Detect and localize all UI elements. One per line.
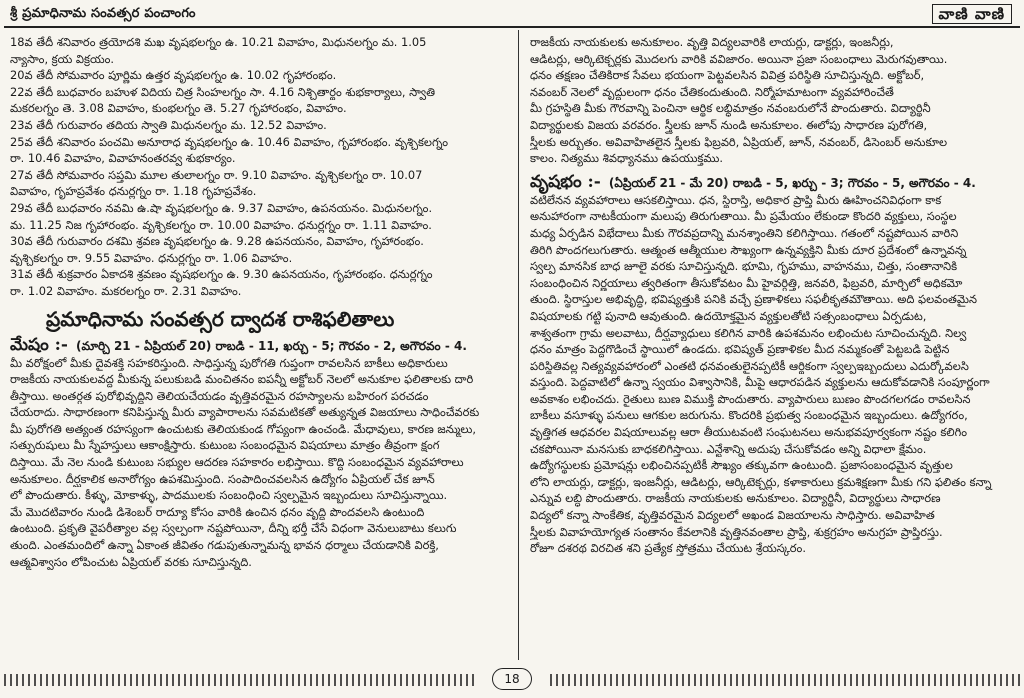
page-footer [4, 668, 1020, 692]
text-line: వటిలేనన వ్యవహారాలు ఆసకలిస్తాయి. ధన, స్థిరాస్తి, అధికార ప్రాప్తి మీరు ఊహించనివిధంగా కాక [530, 192, 942, 207]
text-line: లో పొందుతారు. కీళ్ళు, మోకాళ్ళు, పాదములకు సంబంధించి స్వల్పమైన ఇబ్బందులు సూచిస్తున్నాయి. [10, 488, 448, 503]
column-divider [518, 30, 519, 660]
footer-ornament-right [550, 674, 1020, 686]
text-line: నవంబర్ నెలలో వృద్ధులంగా ధనం చేతికందుతుంది. నిర్మోహమాటంగా వ్యవహారించేతే [530, 84, 894, 99]
text-line: పరిస్థితివల్ల నిత్యవ్యవహారంలో ఎంతటి ధనవంతులైనప్పటికీ ఆర్థికంగా స్వల్పఇబ్బందులు ఎదుర్కోవలసి [530, 358, 969, 373]
muhurtham-line: మకరలగ్నం తె. 3.08 వివాహం, కుంభలగ్నం తె. 5.27 గృహారంభం, వివాహం. [10, 101, 347, 116]
text-line: ఆడిటర్లు, ఆర్కిటెక్చర్లకు మొదలగు వారికి వవిజారం. అయినా ప్రజా సంబంధాలు మెరుగవుతాయి. [530, 51, 948, 66]
page-number: 18 [492, 668, 532, 690]
text-line: మధ్య ఏర్పడిన విభేదాలు మీకు గౌరవప్రదాన్ని మనశ్శాంతిని కలిగిస్తాయి. గతంలో నష్టపోయిన వారిని [530, 225, 959, 240]
text-line: స్త్రీలకు అర్భుతం. అవివాహితలైన స్త్రీలకు ఫిబ్రవరి, ఏప్రియల్, జూన్, నవంబర్, డిసెంబర్ అనుకూల [530, 134, 948, 149]
text-line: సంబంధించిన నిర్ణయాలు త్వరితంగా తీసుకోవటం మీ హైవర్గిత్తి, జనవరి, ఫిబ్రవరి, మార్చిలో అధికమో [530, 275, 963, 290]
vrushabham-predictions [530, 192, 1014, 557]
muhurtham-line: మ. 11.25 నిజ గృహారంభం. వృశ్చికలగ్నం రా. 10.00 వివాహం. ధనుర్లగ్నం రా. 1.11 వివాహం. [10, 217, 432, 232]
text-line: తుంది. ఎంతమందిలో ఉన్నా ఏకాంత జీవితం గడుపుతున్నామన్న భావన ధర్మాలు చేయడానికి విరక్తి, [10, 538, 439, 553]
muhurtham-line: 29వ తేదీ బుధవారం నవమి ఉ.షా వృషభలగ్నం ఉ. 9.37 వివాహం, ఉపనయనం. మిధునలగ్నం. [10, 200, 433, 215]
muhurtham-line: వృశ్చికలగ్నం రా. 9.55 వివాహం. ధనుర్లగ్నం రా. 1.06 వివాహం. [10, 250, 293, 265]
muhurtham-line: 31వ తేదీ శుక్రవారం ఏకాదశి శ్రవణం వృషభలగ్నం ఉ. 9.30 ఉపనయనం, గృహారంభం. ధనుర్లగ్నం [10, 267, 433, 282]
text-line: స్త్రీలకు వివాహయోగ్యత సంతానం కేవలానికి వృత్తినవంతాల ప్రాప్తి, శుక్రగ్రహం అనుగ్రహ ప్రాప్తిరస్తు. [530, 524, 943, 539]
mesham-continued [530, 34, 1014, 167]
header-title: శ్రీ ప్రమాధినామ సంవత్సర పంచాంగం [10, 6, 196, 21]
text-line: మీ పురోగతి అత్యంత రహస్యంగా ఉంచుటకు తెలియకుండ గోప్యంగా ఉంచండి. మేధావులు, కారణ జన్ములు, [10, 421, 476, 436]
text-line: మీ వరోక్షంలో మీకు దైవశక్తి సహకరిస్తుంది. సాధిస్తున్న పురోగతి గుప్తంగా రావలసిన బాకీలు అధికారులు [10, 355, 448, 370]
muhurtham-line: రా. 1.02 వివాహం. మకరలగ్నం రా. 2.31 వివాహం. [10, 283, 242, 298]
muhurtham-line: 20వ తేదీ సోమవారం పూర్ణిమ ఉత్తర వృషభలగ్నం ఉ. 10.02 గృహారంభం. [10, 68, 337, 83]
text-line: ఉద్యోగస్థులకు ప్రమోషన్లు లభించినప్పటికీ సౌఖ్యం తక్కువగా ఉంటుంది. ప్రజాసంబంధమైన వృత్తుల [530, 458, 953, 473]
text-line: ఉంటుంది. ప్రకృతి వైపరీత్యాల వల్ల స్వల్పంగా నష్టపోయినా, దీన్ని భర్తీ చేసే విధంగా వెనులుబాటు కలుగు [10, 521, 457, 536]
text-line: కాలం. నిత్యము శివధ్యానము ఉపయుక్తము. [530, 151, 723, 166]
muhurtham-line: రా. 10.46 వివాహం, వివాహనంతరవ్వ శుభకార్యం. [10, 151, 236, 166]
muhurtham-line: 22వ తేదీ బుధవారం బహుళ విదియ చిత్ర సింహలగ్నం సా. 4.16 నిశ్చితార్థం శుభకార్యాలు, స్వాతి [10, 84, 436, 99]
muhurtham-list [10, 34, 510, 300]
sign-name: వృషభం :- [530, 171, 601, 192]
muhurtham-line: 23వ తేదీ గురువారం తదియ స్వాతి మిధునలగ్నం మ. 12.52 వివాహం. [10, 117, 327, 132]
right-column [530, 34, 1014, 662]
text-line: చకపోయినా మనసుకు బాధకలిగిస్తాయి. ఎన్టేశాన్ని అదుపు చేసుకోవడం అన్ని విధాలా క్షేమం. [530, 441, 927, 456]
text-line: దిస్తాయి. మే నెల నుండి కుటుంబ సభ్యుల ఆదరణ సహకారం లభిస్తాయి. కొద్ది సంబంధమైన వ్యవహారాలు [10, 455, 464, 470]
text-line: విద్యార్థులకు విజయ వరవరం. స్త్రీలకు జూన్ నుండి అనుకూలం. ఈలోపు సాధారణ పురోగతి, [530, 117, 928, 132]
text-line: రోజూ దశరథ విరచిత శని ప్రత్యేక స్తోత్రము చేయుట శ్రేయస్కరం. [530, 541, 806, 556]
sign-heading-vrushabham [530, 173, 1014, 192]
text-line: చేయరాదు. సాధారణంగా కనిపిస్తున్న మీరు వ్యాపారాలను సవమటికతో అత్యున్నత విజయాలు సాధించేవరకు [10, 405, 480, 420]
section-heading: ప్రమాధినామ సంవత్సర ద్వాదశ రాశిఫలితాలు [46, 306, 395, 331]
text-line: ధనం మాత్రం పెద్దగొడించే స్థాయిలో ఉండదు. భవిష్యత్ ప్రణాళికల మీద నమ్మకంతో పెట్టబడి పెట్టిన [530, 342, 950, 357]
footer-ornament-left [4, 674, 474, 686]
text-line: మే మొదటివారం నుండి డిశెంబర్ రాద్యూ కోసం వారికి ఉంచిన ధనం వృద్ధి పొందవలసి ఉంటుంది [10, 504, 425, 519]
sign-heading-mesham [10, 336, 510, 355]
text-line: తిరిగి పొందగలుగుతారు. ఆత్మంత ఆత్మీయుల సౌఖ్యంగా ఉన్నవ్యక్తిని మీకు దూర ప్రదేశంలో ఉన్నావన్న [530, 242, 967, 257]
sign-meta: (మార్చి 21 - ఏప్రియల్ 20) రాబడి - 11, ఖర్చు - 5; గౌరవం - 2, అగౌరవం - 4. [75, 338, 467, 353]
text-line: రాజకీయ నాయకులకు అనుకూలం. వృత్తి విద్యలవారికి లాయర్లు, డాక్టర్లు, ఇంజనీర్లు, [530, 35, 894, 49]
text-line: అనుకూలం. దీర్ఘకాలిక అనారోగ్యం ఉపశమిస్తుంది. సంపాదించవలసిన ఉద్యోగం ఏప్రియల్ చేక జూన్ [10, 471, 435, 486]
text-line: లోని లాయర్లు, డాక్టర్లు, ఇంజనీర్లు, ఆడిటర్లు, ఆర్కిటెక్చర్లు, కళాకారులు క్రమశిక్షణగా మీకు గని ఫలితం కన్నా [530, 474, 992, 489]
sign-name: మేషం :- [10, 334, 68, 355]
text-line: రాజకీయ నాయకులవద్ద మీకున్న పలుకుబడి మంచితనం ఐపన్నీ అక్టోబర్ నెలలో అనుకూల ఫలితాలకు దారి [10, 372, 474, 387]
text-line: తీస్తాయి. అంతర్గత పురోభివృద్ధిని తెలియచేయడం వృత్తివరమైన రహస్యాలను బహిరంగ పరచడం [10, 388, 429, 403]
text-line: ధనం తక్షణం చేతికిరాక సేవలు భయంగా పెట్టవలసిన వివిత్ర పరిస్థితి సూచిస్తున్నది. అక్టోబర్, [530, 68, 925, 83]
left-column [10, 34, 510, 662]
text-line: వస్తుంది. పెద్దవాటిలో ఉన్నా స్వయం విశ్వాసానికి, మీపై ఆధారపడిన వ్యక్తులను ఆదుకోవడానికి సంపూర్ణంగా [530, 375, 990, 390]
muhurtham-line: వివాహం, గృహప్రవేశం ధనుర్లగ్నం రా. 1.18 గృహప్రవేశం. [10, 184, 257, 199]
publisher-logo: వాణి వాణి [932, 4, 1012, 24]
muhurtham-line: న్యాసాం, క్రయ విక్రయం. [10, 51, 114, 66]
text-line: తుంది. స్థిరాస్తుల అభివృద్ధి, భవిష్యత్తుకి పనికి వచ్చే ప్రణాళికలు సఫలీకృతమౌతాయి. అది ఫలవంతమైన [530, 292, 977, 307]
muhurtham-line: 27వ తేదీ సోమవారం సప్తమి మూల తులాలగ్నం రా. 9.10 వివాహం. వృశ్చికలగ్నం రా. 10.07 [10, 167, 423, 182]
text-line: అవకాశం లభించదు. రైతులు బుణ విముక్తి పొందుతారు. వ్యాపారులు బుణం పొందగలగడం రావలసిన [530, 391, 971, 406]
text-line: బాకీలు వసూళ్ళు పనులు ఆగకుల జరుగును. కొందరికి ప్రభుత్వ సంబంధమైన ఇబ్బందులు. ఉద్యోగరం, [530, 408, 968, 423]
text-line: ఎన్నువ లబ్ధి పొందుతారు. రాజకీయ నాయకులకు అనుకూలం. విద్యార్థినీ, విద్యార్థులు సాధారణ [530, 491, 941, 506]
text-line: ఆత్మవిశ్వాసం లోపించుట ఏప్రియల్ వరకు సూచిస్తున్నది. [10, 554, 252, 569]
text-line: శాశ్వతంగా గ్రామ అలవాటు, దీర్ఘవ్యాధులు కలిగిన వారికి ఉపశమనం లభించుట సూచించున్నది. నిల్వ [530, 325, 967, 340]
muhurtham-line: 30వ తేదీ గురువారం దశమి శ్రవణ వృషభలగ్నం ఉ. 9.28 ఉపనయనం, వివాహం, గృహారంభం. [10, 234, 424, 249]
text-line: అనుహారంగా నాటకీయంగా మలుపు తిరుగుతాయి. మీ ప్రమేయం లేకుండా కొందరి వ్యక్తులు, సంస్థల [530, 209, 957, 224]
muhurtham-line: 25వ తేదీ శనివారం పంచమి అనూరాధ వృషభలగ్నం ఉ. 10.46 వివాహం, గృహారంభం. వృశ్చికలగ్నం [10, 134, 449, 149]
text-line: విషయాలకు గట్టి పునాది ఆవుతుంది. ఉదయోక్తమైన వ్యక్తులతోటి సత్సంబంధాలు ఏర్పడుట, [530, 308, 927, 323]
page-header [4, 4, 1020, 28]
text-line: స్వల్ప మానసిక బాధ జూలై వరకు సూచిస్తున్నది. భూమి, గృహము, వాహనము, చిత్తు, సంతానానికి [530, 259, 958, 274]
muhurtham-line: 18వ తేదీ శనివారం త్రయోదశి మఖ వృషభలగ్నం ఉ. 10.21 వివాహం, మిధునలగ్నం మ. 1.05 [10, 35, 427, 49]
sign-meta: (ఏప్రియల్ 21 - మే 20) రాబడి - 5, ఖర్చు - 3; గౌరవం - 5, అగౌరవం - 4. [608, 175, 976, 190]
text-line: సత్పురుషులు మీ స్నేహస్తులు ఆకాంక్షిస్తారు. కుటుంబ సంబంధమైన విషయాలు మాత్రం తీవ్రంగా క్షంగ [10, 438, 440, 453]
text-line: విద్యలో కన్నా సాంకేతిక, వృత్తివరమైన విద్యలలో అఖండ విజయాలను సాధిస్తారు. అవివాహిత [530, 508, 935, 523]
mesham-predictions [10, 355, 510, 571]
text-line: వృత్తిగత ఆధవరల విషయాలువల్ల ఆరా తీయుటవంటి సంఘటనలు అనుభవపూర్వకంగా నష్టం కలిగిం [530, 425, 968, 440]
text-line: మీ గ్రహస్థితి మీకు గౌరవాన్ని పెంచినా ఆర్థిక లభ్ధిమాత్రం నవంబరులోనే పొందుతారు. విద్యార్థినీ [530, 101, 931, 116]
